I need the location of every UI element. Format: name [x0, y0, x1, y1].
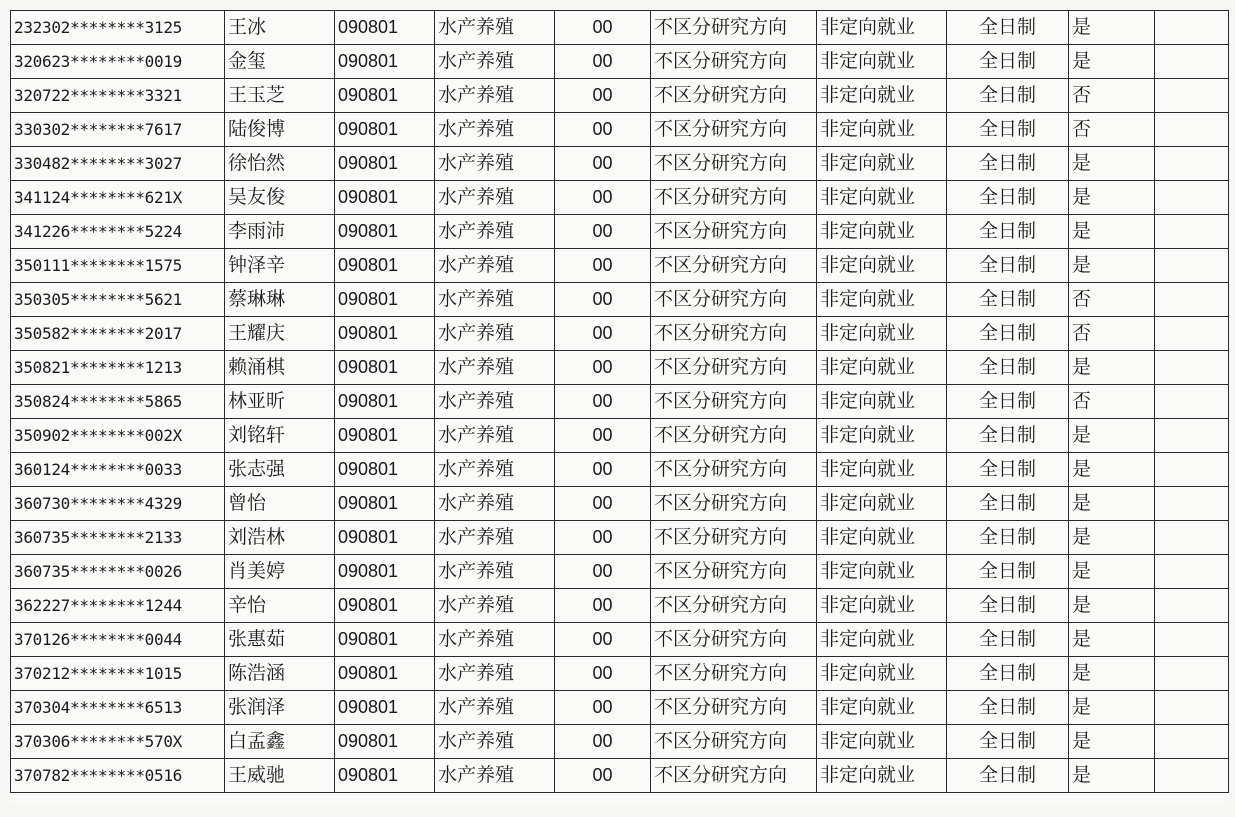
- study-mode-cell: 全日制: [947, 79, 1069, 113]
- student-name-cell: 钟泽辛: [225, 249, 335, 283]
- direction-name-cell: 不区分研究方向: [651, 419, 817, 453]
- employment-type-cell: 非定向就业: [817, 181, 947, 215]
- study-mode-cell: 全日制: [947, 181, 1069, 215]
- study-mode-cell: 全日制: [947, 317, 1069, 351]
- id-number-cell: 330302********7617: [11, 113, 225, 147]
- major-name-cell: 水产养殖: [435, 521, 555, 555]
- student-name-cell: 张润泽: [225, 691, 335, 725]
- student-name-cell: 刘铭轩: [225, 419, 335, 453]
- major-name-cell: 水产养殖: [435, 623, 555, 657]
- major-code-cell: 090801: [335, 317, 435, 351]
- table-row: [11, 657, 1229, 691]
- table-row: [11, 555, 1229, 589]
- extra-cell: [1155, 589, 1229, 623]
- employment-type-cell: 非定向就业: [817, 283, 947, 317]
- direction-code-cell: 00: [555, 79, 651, 113]
- flag-cell: 是: [1069, 11, 1155, 45]
- direction-name-cell: 不区分研究方向: [651, 623, 817, 657]
- major-name-cell: 水产养殖: [435, 181, 555, 215]
- extra-cell: [1155, 351, 1229, 385]
- study-mode-cell: 全日制: [947, 725, 1069, 759]
- extra-cell: [1155, 215, 1229, 249]
- table-row: [11, 691, 1229, 725]
- table-row: [11, 249, 1229, 283]
- direction-code-cell: 00: [555, 215, 651, 249]
- direction-name-cell: 不区分研究方向: [651, 283, 817, 317]
- direction-name-cell: 不区分研究方向: [651, 45, 817, 79]
- direction-code-cell: 00: [555, 113, 651, 147]
- extra-cell: [1155, 317, 1229, 351]
- student-name-cell: 肖美婷: [225, 555, 335, 589]
- employment-type-cell: 非定向就业: [817, 691, 947, 725]
- direction-code-cell: 00: [555, 181, 651, 215]
- major-code-cell: 090801: [335, 725, 435, 759]
- flag-cell: 否: [1069, 385, 1155, 419]
- student-name-cell: 张惠茹: [225, 623, 335, 657]
- student-name-cell: 白孟鑫: [225, 725, 335, 759]
- direction-code-cell: 00: [555, 351, 651, 385]
- employment-type-cell: 非定向就业: [817, 249, 947, 283]
- student-name-cell: 王威驰: [225, 759, 335, 793]
- extra-cell: [1155, 181, 1229, 215]
- major-code-cell: 090801: [335, 181, 435, 215]
- major-code-cell: 090801: [335, 487, 435, 521]
- study-mode-cell: 全日制: [947, 113, 1069, 147]
- student-name-cell: 徐怡然: [225, 147, 335, 181]
- flag-cell: 是: [1069, 147, 1155, 181]
- direction-name-cell: 不区分研究方向: [651, 759, 817, 793]
- extra-cell: [1155, 249, 1229, 283]
- flag-cell: 是: [1069, 181, 1155, 215]
- table-row: [11, 419, 1229, 453]
- study-mode-cell: 全日制: [947, 419, 1069, 453]
- employment-type-cell: 非定向就业: [817, 351, 947, 385]
- flag-cell: 否: [1069, 317, 1155, 351]
- major-name-cell: 水产养殖: [435, 249, 555, 283]
- student-name-cell: 李雨沛: [225, 215, 335, 249]
- direction-name-cell: 不区分研究方向: [651, 79, 817, 113]
- major-name-cell: 水产养殖: [435, 691, 555, 725]
- direction-name-cell: 不区分研究方向: [651, 589, 817, 623]
- admission-roster-table: [10, 10, 1229, 793]
- id-number-cell: 370126********0044: [11, 623, 225, 657]
- employment-type-cell: 非定向就业: [817, 147, 947, 181]
- direction-name-cell: 不区分研究方向: [651, 215, 817, 249]
- table-row: [11, 317, 1229, 351]
- direction-code-cell: 00: [555, 487, 651, 521]
- table-row: [11, 759, 1229, 793]
- id-number-cell: 350902********002X: [11, 419, 225, 453]
- direction-code-cell: 00: [555, 623, 651, 657]
- id-number-cell: 330482********3027: [11, 147, 225, 181]
- flag-cell: 是: [1069, 657, 1155, 691]
- major-code-cell: 090801: [335, 419, 435, 453]
- id-number-cell: 341124********621X: [11, 181, 225, 215]
- id-number-cell: 360124********0033: [11, 453, 225, 487]
- flag-cell: 否: [1069, 113, 1155, 147]
- major-code-cell: 090801: [335, 589, 435, 623]
- student-name-cell: 林亚昕: [225, 385, 335, 419]
- major-name-cell: 水产养殖: [435, 759, 555, 793]
- study-mode-cell: 全日制: [947, 589, 1069, 623]
- study-mode-cell: 全日制: [947, 555, 1069, 589]
- direction-name-cell: 不区分研究方向: [651, 113, 817, 147]
- flag-cell: 是: [1069, 623, 1155, 657]
- table-row: [11, 453, 1229, 487]
- major-code-cell: 090801: [335, 555, 435, 589]
- flag-cell: 是: [1069, 351, 1155, 385]
- employment-type-cell: 非定向就业: [817, 419, 947, 453]
- extra-cell: [1155, 45, 1229, 79]
- study-mode-cell: 全日制: [947, 385, 1069, 419]
- id-number-cell: 370306********570X: [11, 725, 225, 759]
- id-number-cell: 370212********1015: [11, 657, 225, 691]
- study-mode-cell: 全日制: [947, 351, 1069, 385]
- document-sheet: [10, 10, 1228, 802]
- major-code-cell: 090801: [335, 759, 435, 793]
- direction-name-cell: 不区分研究方向: [651, 181, 817, 215]
- employment-type-cell: 非定向就业: [817, 555, 947, 589]
- major-code-cell: 090801: [335, 691, 435, 725]
- direction-code-cell: 00: [555, 657, 651, 691]
- direction-name-cell: 不区分研究方向: [651, 725, 817, 759]
- employment-type-cell: 非定向就业: [817, 759, 947, 793]
- extra-cell: [1155, 419, 1229, 453]
- flag-cell: 是: [1069, 215, 1155, 249]
- major-code-cell: 090801: [335, 657, 435, 691]
- direction-name-cell: 不区分研究方向: [651, 691, 817, 725]
- extra-cell: [1155, 691, 1229, 725]
- major-code-cell: 090801: [335, 521, 435, 555]
- table-row: [11, 45, 1229, 79]
- study-mode-cell: 全日制: [947, 249, 1069, 283]
- employment-type-cell: 非定向就业: [817, 215, 947, 249]
- study-mode-cell: 全日制: [947, 623, 1069, 657]
- extra-cell: [1155, 147, 1229, 181]
- major-name-cell: 水产养殖: [435, 45, 555, 79]
- direction-code-cell: 00: [555, 419, 651, 453]
- table-row: [11, 385, 1229, 419]
- major-code-cell: 090801: [335, 79, 435, 113]
- flag-cell: 是: [1069, 759, 1155, 793]
- flag-cell: 是: [1069, 725, 1155, 759]
- direction-code-cell: 00: [555, 691, 651, 725]
- study-mode-cell: 全日制: [947, 691, 1069, 725]
- id-number-cell: 360735********0026: [11, 555, 225, 589]
- flag-cell: 是: [1069, 453, 1155, 487]
- id-number-cell: 370304********6513: [11, 691, 225, 725]
- flag-cell: 是: [1069, 521, 1155, 555]
- major-name-cell: 水产养殖: [435, 317, 555, 351]
- flag-cell: 是: [1069, 589, 1155, 623]
- major-name-cell: 水产养殖: [435, 385, 555, 419]
- major-name-cell: 水产养殖: [435, 725, 555, 759]
- direction-code-cell: 00: [555, 249, 651, 283]
- flag-cell: 是: [1069, 419, 1155, 453]
- id-number-cell: 320623********0019: [11, 45, 225, 79]
- table-row: [11, 623, 1229, 657]
- study-mode-cell: 全日制: [947, 487, 1069, 521]
- student-name-cell: 王冰: [225, 11, 335, 45]
- major-name-cell: 水产养殖: [435, 589, 555, 623]
- table-row: [11, 589, 1229, 623]
- direction-code-cell: 00: [555, 453, 651, 487]
- major-code-cell: 090801: [335, 113, 435, 147]
- table-row: [11, 283, 1229, 317]
- study-mode-cell: 全日制: [947, 759, 1069, 793]
- table-row: [11, 725, 1229, 759]
- student-name-cell: 吴友俊: [225, 181, 335, 215]
- table-row: [11, 113, 1229, 147]
- student-name-cell: 王耀庆: [225, 317, 335, 351]
- major-name-cell: 水产养殖: [435, 351, 555, 385]
- student-name-cell: 刘浩林: [225, 521, 335, 555]
- direction-code-cell: 00: [555, 317, 651, 351]
- id-number-cell: 350305********5621: [11, 283, 225, 317]
- major-name-cell: 水产养殖: [435, 283, 555, 317]
- id-number-cell: 350821********1213: [11, 351, 225, 385]
- id-number-cell: 232302********3125: [11, 11, 225, 45]
- extra-cell: [1155, 521, 1229, 555]
- employment-type-cell: 非定向就业: [817, 317, 947, 351]
- major-code-cell: 090801: [335, 385, 435, 419]
- direction-name-cell: 不区分研究方向: [651, 657, 817, 691]
- table-row: [11, 79, 1229, 113]
- id-number-cell: 362227********1244: [11, 589, 225, 623]
- id-number-cell: 350824********5865: [11, 385, 225, 419]
- table-row: [11, 11, 1229, 45]
- major-name-cell: 水产养殖: [435, 113, 555, 147]
- id-number-cell: 350111********1575: [11, 249, 225, 283]
- direction-name-cell: 不区分研究方向: [651, 555, 817, 589]
- id-number-cell: 350582********2017: [11, 317, 225, 351]
- id-number-cell: 320722********3321: [11, 79, 225, 113]
- roster-body: [11, 11, 1229, 793]
- major-name-cell: 水产养殖: [435, 79, 555, 113]
- table-row: [11, 351, 1229, 385]
- direction-name-cell: 不区分研究方向: [651, 249, 817, 283]
- id-number-cell: 341226********5224: [11, 215, 225, 249]
- student-name-cell: 王玉芝: [225, 79, 335, 113]
- table-row: [11, 147, 1229, 181]
- direction-name-cell: 不区分研究方向: [651, 11, 817, 45]
- table-row: [11, 487, 1229, 521]
- major-code-cell: 090801: [335, 45, 435, 79]
- major-code-cell: 090801: [335, 453, 435, 487]
- extra-cell: [1155, 623, 1229, 657]
- direction-code-cell: 00: [555, 725, 651, 759]
- extra-cell: [1155, 487, 1229, 521]
- direction-name-cell: 不区分研究方向: [651, 487, 817, 521]
- flag-cell: 否: [1069, 79, 1155, 113]
- flag-cell: 是: [1069, 249, 1155, 283]
- direction-code-cell: 00: [555, 759, 651, 793]
- major-name-cell: 水产养殖: [435, 419, 555, 453]
- study-mode-cell: 全日制: [947, 283, 1069, 317]
- extra-cell: [1155, 79, 1229, 113]
- direction-name-cell: 不区分研究方向: [651, 147, 817, 181]
- direction-code-cell: 00: [555, 45, 651, 79]
- flag-cell: 是: [1069, 45, 1155, 79]
- direction-code-cell: 00: [555, 385, 651, 419]
- major-name-cell: 水产养殖: [435, 11, 555, 45]
- id-number-cell: 370782********0516: [11, 759, 225, 793]
- id-number-cell: 360730********4329: [11, 487, 225, 521]
- student-name-cell: 陆俊博: [225, 113, 335, 147]
- major-name-cell: 水产养殖: [435, 555, 555, 589]
- study-mode-cell: 全日制: [947, 521, 1069, 555]
- flag-cell: 否: [1069, 283, 1155, 317]
- student-name-cell: 辛怡: [225, 589, 335, 623]
- id-number-cell: 360735********2133: [11, 521, 225, 555]
- major-code-cell: 090801: [335, 283, 435, 317]
- direction-code-cell: 00: [555, 11, 651, 45]
- flag-cell: 是: [1069, 487, 1155, 521]
- extra-cell: [1155, 725, 1229, 759]
- extra-cell: [1155, 555, 1229, 589]
- extra-cell: [1155, 283, 1229, 317]
- extra-cell: [1155, 385, 1229, 419]
- student-name-cell: 金玺: [225, 45, 335, 79]
- direction-code-cell: 00: [555, 589, 651, 623]
- extra-cell: [1155, 657, 1229, 691]
- employment-type-cell: 非定向就业: [817, 453, 947, 487]
- study-mode-cell: 全日制: [947, 657, 1069, 691]
- student-name-cell: 陈浩涵: [225, 657, 335, 691]
- student-name-cell: 曾怡: [225, 487, 335, 521]
- direction-code-cell: 00: [555, 521, 651, 555]
- employment-type-cell: 非定向就业: [817, 385, 947, 419]
- major-code-cell: 090801: [335, 351, 435, 385]
- student-name-cell: 赖涌棋: [225, 351, 335, 385]
- direction-name-cell: 不区分研究方向: [651, 385, 817, 419]
- extra-cell: [1155, 11, 1229, 45]
- student-name-cell: 张志强: [225, 453, 335, 487]
- major-name-cell: 水产养殖: [435, 657, 555, 691]
- direction-name-cell: 不区分研究方向: [651, 351, 817, 385]
- study-mode-cell: 全日制: [947, 453, 1069, 487]
- employment-type-cell: 非定向就业: [817, 487, 947, 521]
- employment-type-cell: 非定向就业: [817, 11, 947, 45]
- student-name-cell: 蔡琳琳: [225, 283, 335, 317]
- study-mode-cell: 全日制: [947, 215, 1069, 249]
- major-name-cell: 水产养殖: [435, 215, 555, 249]
- study-mode-cell: 全日制: [947, 147, 1069, 181]
- direction-name-cell: 不区分研究方向: [651, 453, 817, 487]
- employment-type-cell: 非定向就业: [817, 623, 947, 657]
- employment-type-cell: 非定向就业: [817, 113, 947, 147]
- major-code-cell: 090801: [335, 215, 435, 249]
- employment-type-cell: 非定向就业: [817, 79, 947, 113]
- table-row: [11, 215, 1229, 249]
- direction-code-cell: 00: [555, 283, 651, 317]
- major-code-cell: 090801: [335, 249, 435, 283]
- extra-cell: [1155, 453, 1229, 487]
- major-name-cell: 水产养殖: [435, 487, 555, 521]
- extra-cell: [1155, 759, 1229, 793]
- employment-type-cell: 非定向就业: [817, 45, 947, 79]
- employment-type-cell: 非定向就业: [817, 657, 947, 691]
- flag-cell: 是: [1069, 691, 1155, 725]
- direction-code-cell: 00: [555, 147, 651, 181]
- major-name-cell: 水产养殖: [435, 453, 555, 487]
- employment-type-cell: 非定向就业: [817, 725, 947, 759]
- major-code-cell: 090801: [335, 11, 435, 45]
- major-name-cell: 水产养殖: [435, 147, 555, 181]
- study-mode-cell: 全日制: [947, 45, 1069, 79]
- direction-name-cell: 不区分研究方向: [651, 521, 817, 555]
- table-row: [11, 521, 1229, 555]
- table-row: [11, 181, 1229, 215]
- employment-type-cell: 非定向就业: [817, 589, 947, 623]
- employment-type-cell: 非定向就业: [817, 521, 947, 555]
- flag-cell: 是: [1069, 555, 1155, 589]
- major-code-cell: 090801: [335, 623, 435, 657]
- direction-code-cell: 00: [555, 555, 651, 589]
- extra-cell: [1155, 113, 1229, 147]
- direction-name-cell: 不区分研究方向: [651, 317, 817, 351]
- major-code-cell: 090801: [335, 147, 435, 181]
- study-mode-cell: 全日制: [947, 11, 1069, 45]
